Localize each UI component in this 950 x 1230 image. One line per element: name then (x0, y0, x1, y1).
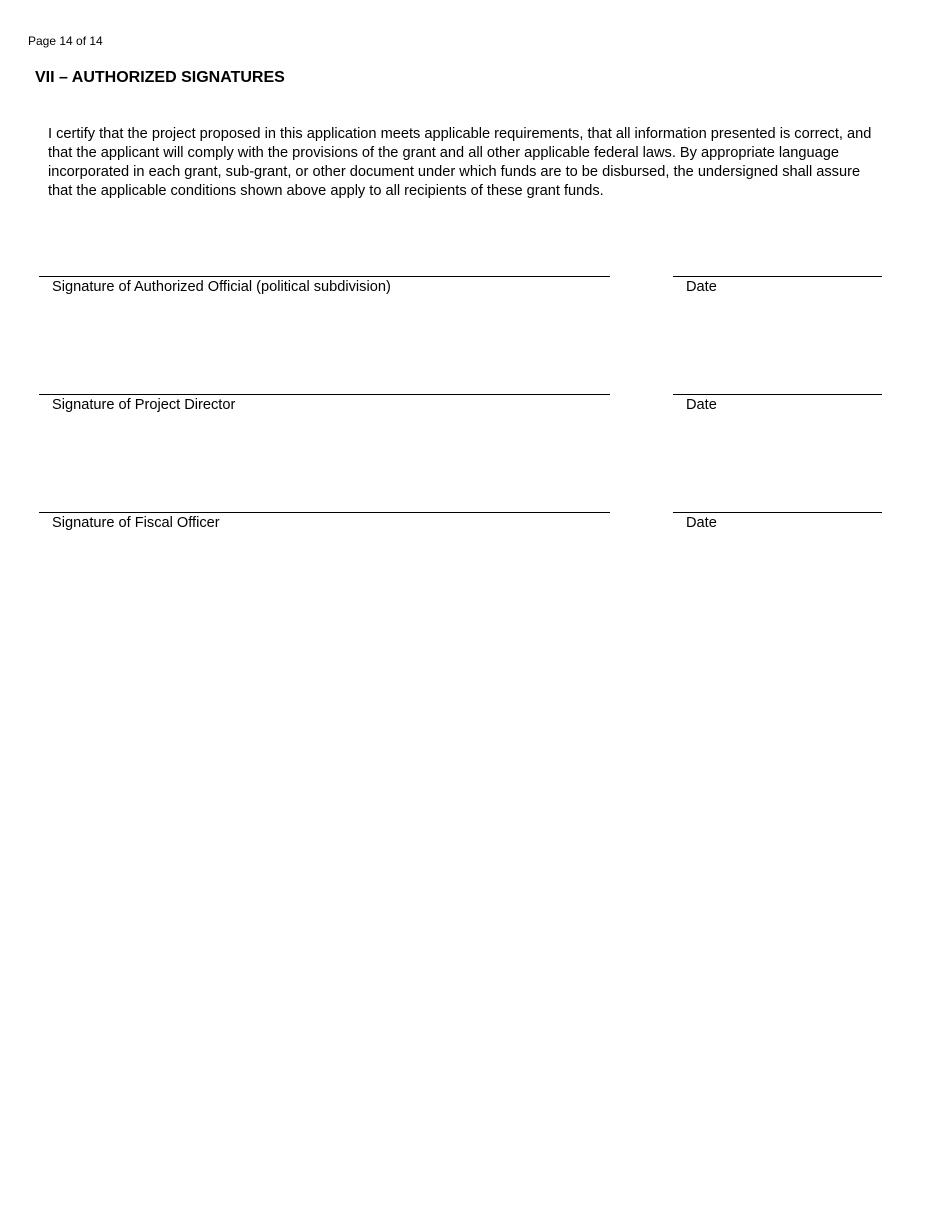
signature-label-project-director: Signature of Project Director (52, 397, 236, 413)
section-title: VII – AUTHORIZED SIGNATURES (35, 69, 285, 86)
signature-label-authorized-official: Signature of Authorized Official (political subdivision) (52, 279, 391, 295)
date-label-fiscal-officer: Date (686, 515, 717, 531)
signature-label-fiscal-officer: Signature of Fiscal Officer (52, 515, 220, 531)
page-number: Page 14 of 14 (28, 34, 103, 48)
date-label-authorized-official: Date (686, 279, 717, 295)
signature-line-fiscal-officer[interactable] (39, 512, 610, 513)
date-label-project-director: Date (686, 397, 717, 413)
date-line-project-director[interactable] (673, 394, 882, 395)
signature-line-authorized-official[interactable] (39, 276, 610, 277)
date-line-fiscal-officer[interactable] (673, 512, 882, 513)
certification-text: I certify that the project proposed in this application meets applicable requirements, that all information presented is correct, and that the applicant will comply with the provisions of the grant and all other applicable federal laws. By appropriate language incorporated in each grant, sub-grant, or other document under which funds are to be disbursed, the undersigned shall assure that the applicable conditions shown above apply to all recipients of these grant funds. (48, 126, 872, 199)
date-line-authorized-official[interactable] (673, 276, 882, 277)
signature-line-project-director[interactable] (39, 394, 610, 395)
